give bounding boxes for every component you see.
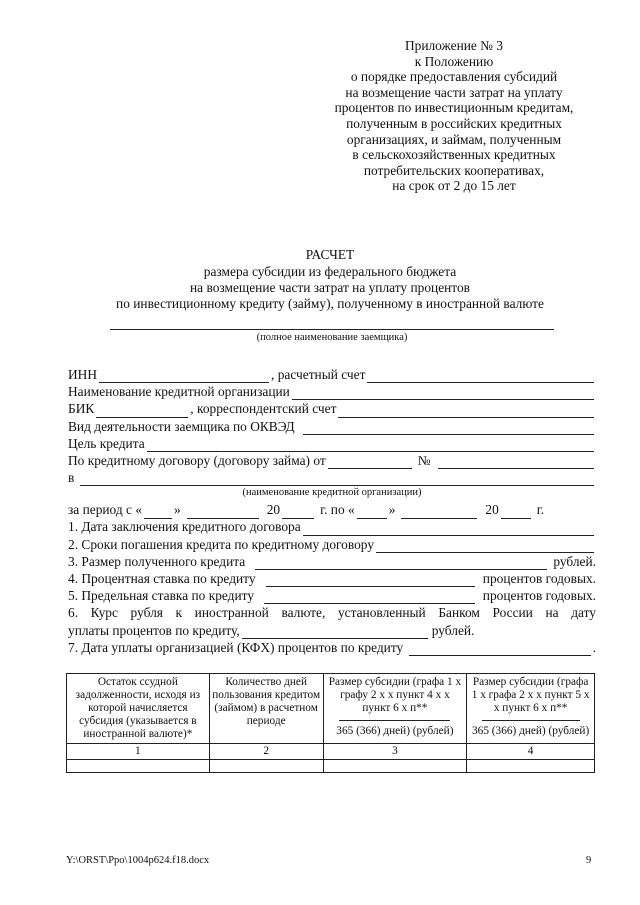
item-1-label: 1. Дата заключения кредитного договора [68,519,301,535]
item-5-label: 5. Предельная ставка по кредиту [68,588,255,604]
table-cell[interactable] [323,760,467,773]
appendix-line: в сельскохозяйственных кредитных [352,147,556,163]
appendix-line: на срок от 2 до 15 лет [392,178,516,194]
item-6-continuation: уплаты процентов по кредиту, [68,622,240,638]
document-title [60,247,600,312]
column-number: 2 [209,744,323,760]
formula-numerator: Размер субсидии (графа 1 х графу 2 х х пункт 4 х х пункт 6 х п** [328,676,462,714]
percent-unit: процентов годовых. [482,571,596,587]
period-start-month-field[interactable] [187,506,259,519]
item-2-field[interactable] [376,540,594,553]
appendix-line: полученным в российских кредитных [346,115,562,131]
table-row [67,760,595,773]
period-start-year-field[interactable] [282,506,314,519]
title-heading: РАСЧЕТ [305,247,355,262]
item-7-label: 7. Дата уплаты организацией (КФХ) процентов по кредиту [68,639,404,655]
appendix-header [318,38,590,194]
title-line: на возмещение части затрат на уплату процентов [190,280,470,295]
credit-org-label: Наименование кредитной организации [68,384,290,400]
item-3-field[interactable] [255,557,547,570]
column-number: 3 [323,744,467,760]
table-cell[interactable] [209,760,323,773]
inn-field[interactable] [99,370,269,383]
item-6-label: 6. Курс рубля к иностранной валюте, установленный Банком России на дату [68,605,596,621]
formula-denominator: 365 (366) дней) (рублей) [472,725,590,737]
title-line: размера субсидии из федерального бюджета [203,264,457,279]
bik-field[interactable] [96,405,188,418]
title-line: по инвестиционному кредиту (займу), полученному в иностранной валюте [116,296,544,311]
agreement-date-field[interactable] [328,456,412,469]
okved-field[interactable] [303,422,594,435]
corr-account-field[interactable] [338,405,594,418]
table-header-cell [467,674,595,744]
appendix-line: Приложение № 3 [404,38,504,53]
table-header-cell: Количество дней пользования кредитом (займом) в расчетном периоде [209,674,323,744]
item-4-field[interactable] [266,574,475,587]
credit-org-field[interactable] [292,387,594,400]
period-close-quote-2: » [388,502,396,518]
bik-label: БИК [68,401,95,417]
item-4-label: 4. Процентная ставка по кредиту [68,571,256,587]
period-end-year-prefix: 20 [485,502,499,518]
in-label: в [68,470,75,486]
table-number-row [67,744,595,760]
item-6-field[interactable] [242,626,428,639]
appendix-line: к Положению [414,53,494,69]
account-label: , расчетный счет [271,366,366,382]
purpose-field[interactable] [147,439,594,452]
column-number: 1 [67,744,210,760]
agreement-label: По кредитному договору (договору займа) от [68,452,326,468]
item-5-field[interactable] [264,591,475,604]
period-g: г. [536,502,545,518]
inn-label: ИНН [68,366,98,382]
okved-label: Вид деятельности заемщика по ОКВЭД [68,418,295,434]
period-start-day-field[interactable] [144,506,172,519]
corr-account-label: , корреспондентский счет [190,401,337,417]
percent-unit: процентов годовых. [482,588,596,604]
formula-numerator: Размер субсидии (графа 1 х графа 2 х х пункт 5 х х пункт 6 х п** [471,676,590,714]
table-cell[interactable] [467,760,595,773]
table-header-row [67,674,595,744]
bank-caption: (наименование кредитной организации) [242,487,422,499]
number-sign: № [417,452,431,468]
borrower-caption: (полное наименование заемщика) [256,332,408,343]
period-end-year-field[interactable] [501,506,531,519]
item-2-label: 2. Сроки погашения кредита по кредитному договору [68,536,375,552]
page-number: 9 [586,855,592,866]
account-field[interactable] [367,370,594,383]
appendix-line: потребительских кооперативах, [363,162,545,178]
subsidy-table [66,673,595,773]
period-start-year-prefix: 20 [266,502,281,518]
item-7-field[interactable] [409,643,590,656]
borrower-name-field[interactable] [110,329,554,330]
appendix-line: процентов по инвестиционным кредитам, [334,100,574,116]
period-end-day-field[interactable] [357,506,387,519]
table-cell[interactable] [67,760,210,773]
rubles-unit: рублей. [431,622,475,638]
item-3-label: 3. Размер полученного кредита [68,553,246,569]
bank-name-field[interactable] [80,473,594,486]
formula-denominator: 365 (366) дней) (рублей) [336,725,454,737]
table-header-cell: Остаток ссудной задолженности, исходя из которой начисляется субсидия (указывается в иностранной валюте)* [67,674,210,744]
item-1-field[interactable] [303,523,594,536]
table-header-cell [323,674,467,744]
period-g-po: г. по « [320,502,355,518]
appendix-line: на возмещение части затрат на уплату [345,84,563,100]
period-end-month-field[interactable] [401,506,477,519]
period-prefix: за период с « [68,502,143,518]
agreement-number-field[interactable] [438,456,594,469]
period-close-quote: » [174,502,181,518]
purpose-label: Цель кредита [68,435,145,451]
footer-file-path: Y:\ORST\Ppo\1004p624.f18.docx [66,855,210,866]
column-number: 4 [467,744,595,760]
rubles-unit: рублей. [553,553,596,569]
appendix-line: организациях, и займам, полученным [346,131,562,147]
form-fields: ИНН , расчетный счет Наименование кредитной организации БИК , корреспондентский счет Вид деятельности заемщика по ОКВЭД Цель кредита По кредитному договору (договору займа) от № в (наименование кредитной организации) за период с « » 20 г. по « » 20 г. 1. Дата заключения кредитного договора 2. Сроки погашения кредита по кредитному договору 3. Размер полученного кредита рублей. 4. Процентная ставка по кредиту процентов годовых. 5. Предельная ставка по кредиту процентов годовых. 6. Курс рубля к иностранной валюте, установленный Банком России на дату уплаты процентов по кредиту, рублей. 7. Дата уплаты организацией (КФХ) процентов по кредиту . [68,366,596,655]
appendix-line: о порядке предоставления субсидий [350,69,558,85]
